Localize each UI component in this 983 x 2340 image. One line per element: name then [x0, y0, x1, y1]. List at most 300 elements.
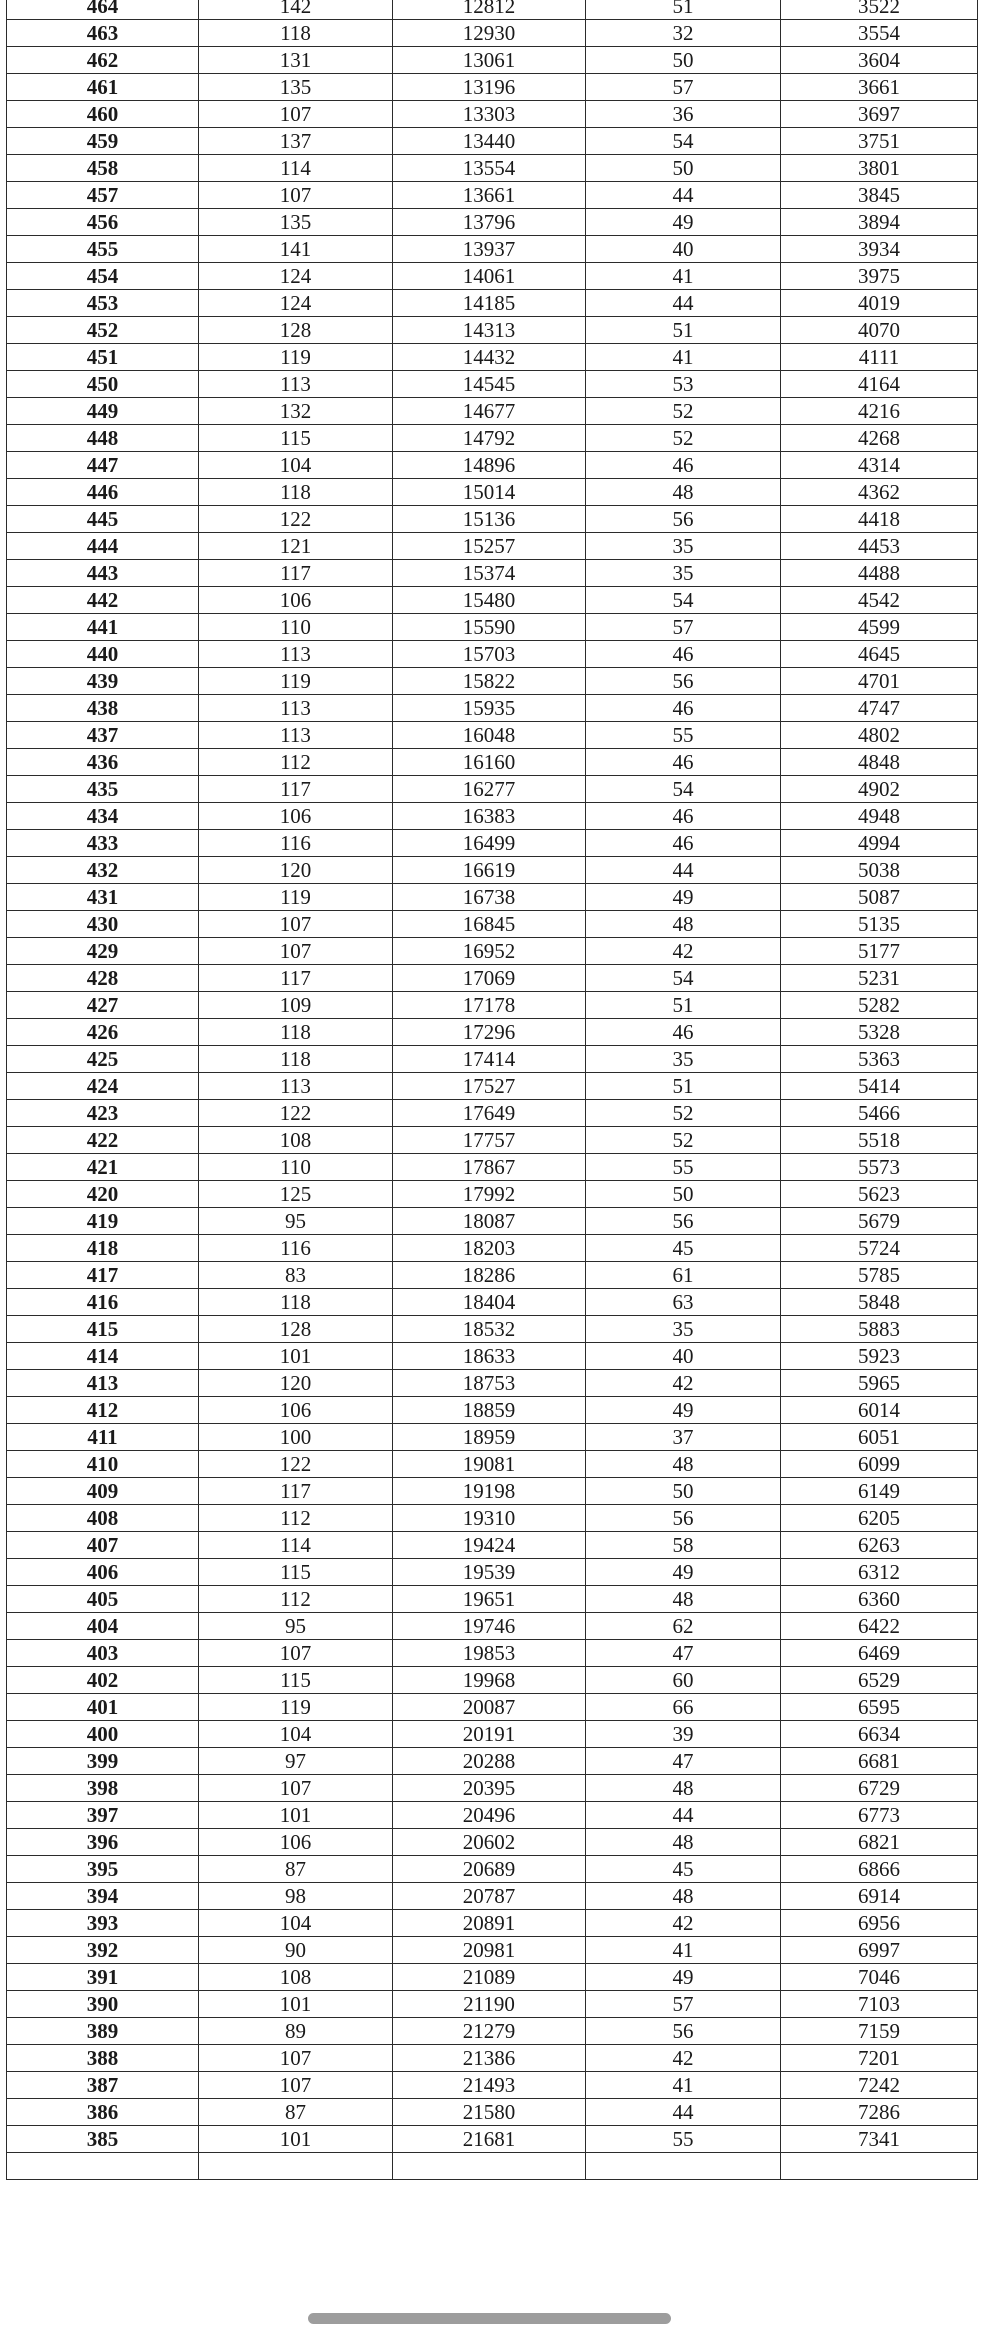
- cumulative-b-cell: 4902: [781, 776, 978, 803]
- cumulative-cell: 18753: [393, 1370, 586, 1397]
- count-cell: 122: [199, 506, 393, 533]
- table-row: [7, 992, 978, 1019]
- cumulative-cell: 13196: [393, 74, 586, 101]
- count-b-cell: 49: [586, 1559, 781, 1586]
- score-cell: 460: [7, 101, 199, 128]
- score-cell: 394: [7, 1883, 199, 1910]
- count-b-cell: 57: [586, 1991, 781, 2018]
- count-cell: 95: [199, 1613, 393, 1640]
- cumulative-b-cell: 5623: [781, 1181, 978, 1208]
- cumulative-cell: 18286: [393, 1262, 586, 1289]
- count-cell: 95: [199, 1208, 393, 1235]
- table-row: [7, 1127, 978, 1154]
- score-cell: 455: [7, 236, 199, 263]
- count-b-cell: 46: [586, 1019, 781, 1046]
- cumulative-cell: 18203: [393, 1235, 586, 1262]
- score-cell: 389: [7, 2018, 199, 2045]
- table-row: [7, 857, 978, 884]
- table-row: [7, 1613, 978, 1640]
- score-cell: 397: [7, 1802, 199, 1829]
- count-cell: 114: [199, 155, 393, 182]
- score-cell: 416: [7, 1289, 199, 1316]
- count-b-cell: 35: [586, 560, 781, 587]
- count-cell: 113: [199, 695, 393, 722]
- score-cell: 405: [7, 1586, 199, 1613]
- cumulative-b-cell: 5724: [781, 1235, 978, 1262]
- cumulative-b-cell: 4362: [781, 479, 978, 506]
- score-cell: 453: [7, 290, 199, 317]
- count-b-cell: 45: [586, 1235, 781, 1262]
- count-b-cell: 54: [586, 128, 781, 155]
- table-row: [7, 1235, 978, 1262]
- count-b-cell: 42: [586, 2045, 781, 2072]
- cumulative-cell: 20891: [393, 1910, 586, 1937]
- score-cell: 457: [7, 182, 199, 209]
- table-row: [7, 425, 978, 452]
- cumulative-cell: 13303: [393, 101, 586, 128]
- count-b-cell: 39: [586, 1721, 781, 1748]
- cumulative-b-cell: 6914: [781, 1883, 978, 1910]
- cumulative-b-cell: 5785: [781, 1262, 978, 1289]
- cumulative-b-cell: 5466: [781, 1100, 978, 1127]
- table-row: [7, 614, 978, 641]
- cumulative-cell: 18087: [393, 1208, 586, 1235]
- cumulative-b-cell: 5328: [781, 1019, 978, 1046]
- table-row: [7, 1883, 978, 1910]
- table-row: [7, 1910, 978, 1937]
- score-cell: 426: [7, 1019, 199, 1046]
- scroll-indicator[interactable]: [308, 2313, 671, 2324]
- count-cell: 119: [199, 1694, 393, 1721]
- score-cell: 452: [7, 317, 199, 344]
- cumulative-cell: 21190: [393, 1991, 586, 2018]
- cumulative-b-cell: 4599: [781, 614, 978, 641]
- cumulative-cell: 16048: [393, 722, 586, 749]
- cumulative-b-cell: 4645: [781, 641, 978, 668]
- table-row: [7, 1748, 978, 1775]
- count-b-cell: 46: [586, 452, 781, 479]
- count-b-cell: 48: [586, 479, 781, 506]
- cumulative-cell: 14896: [393, 452, 586, 479]
- cumulative-b-cell: 3554: [781, 20, 978, 47]
- count-b-cell: 45: [586, 1856, 781, 1883]
- score-cell: 387: [7, 2072, 199, 2099]
- cumulative-cell: 19746: [393, 1613, 586, 1640]
- table-row: [7, 938, 978, 965]
- count-b-cell: 44: [586, 1802, 781, 1829]
- table-row: [7, 479, 978, 506]
- score-cell: 398: [7, 1775, 199, 1802]
- cumulative-cell: 14677: [393, 398, 586, 425]
- cumulative-cell: 16277: [393, 776, 586, 803]
- cumulative-cell: 21580: [393, 2099, 586, 2126]
- score-cell: 436: [7, 749, 199, 776]
- count-b-cell: 46: [586, 830, 781, 857]
- count-cell: 83: [199, 1262, 393, 1289]
- table-row: [7, 1559, 978, 1586]
- table-row: [7, 587, 978, 614]
- table-row: [7, 2045, 978, 2072]
- count-b-cell: 49: [586, 1964, 781, 1991]
- cumulative-b-cell: 4453: [781, 533, 978, 560]
- count-cell: 107: [199, 2045, 393, 2072]
- count-cell: 135: [199, 74, 393, 101]
- count-cell: 104: [199, 452, 393, 479]
- count-cell: 98: [199, 1883, 393, 1910]
- score-table-sheet[interactable]: [6, 0, 977, 2180]
- cumulative-cell: 17069: [393, 965, 586, 992]
- count-cell: 89: [199, 2018, 393, 2045]
- count-cell: 112: [199, 1505, 393, 1532]
- count-cell: 87: [199, 1856, 393, 1883]
- count-cell: 107: [199, 101, 393, 128]
- count-b-cell: 50: [586, 1181, 781, 1208]
- score-cell: 444: [7, 533, 199, 560]
- score-cell: 439: [7, 668, 199, 695]
- table-row: [7, 1451, 978, 1478]
- cumulative-cell: 21279: [393, 2018, 586, 2045]
- cumulative-cell: 14061: [393, 263, 586, 290]
- count-b-cell: 41: [586, 1937, 781, 1964]
- cumulative-b-cell: 7159: [781, 2018, 978, 2045]
- score-cell: 396: [7, 1829, 199, 1856]
- score-cell: 409: [7, 1478, 199, 1505]
- cumulative-b-cell: 5518: [781, 1127, 978, 1154]
- cumulative-cell: 20087: [393, 1694, 586, 1721]
- count-b-cell: 52: [586, 398, 781, 425]
- cumulative-cell: 14432: [393, 344, 586, 371]
- table-row: [7, 1856, 978, 1883]
- table-row: [7, 1343, 978, 1370]
- count-cell: 119: [199, 884, 393, 911]
- count-b-cell: 55: [586, 722, 781, 749]
- cumulative-b-cell: 6051: [781, 1424, 978, 1451]
- table-row: [7, 1316, 978, 1343]
- count-b-cell: 56: [586, 1505, 781, 1532]
- cumulative-cell: 15822: [393, 668, 586, 695]
- score-cell: 421: [7, 1154, 199, 1181]
- score-cell: 415: [7, 1316, 199, 1343]
- cumulative-cell: 21386: [393, 2045, 586, 2072]
- count-cell: 119: [199, 668, 393, 695]
- cumulative-b-cell: [781, 2153, 978, 2180]
- table-row: [7, 1640, 978, 1667]
- cumulative-b-cell: 4164: [781, 371, 978, 398]
- count-cell: 115: [199, 1559, 393, 1586]
- count-b-cell: 47: [586, 1748, 781, 1775]
- table-row: [7, 1586, 978, 1613]
- count-b-cell: 53: [586, 371, 781, 398]
- cumulative-b-cell: 4701: [781, 668, 978, 695]
- table-row: [7, 1073, 978, 1100]
- count-cell: 108: [199, 1964, 393, 1991]
- count-b-cell: 46: [586, 641, 781, 668]
- count-cell: 101: [199, 2126, 393, 2153]
- count-b-cell: 35: [586, 1046, 781, 1073]
- cumulative-b-cell: 6956: [781, 1910, 978, 1937]
- cumulative-cell: 18633: [393, 1343, 586, 1370]
- cumulative-cell: 20602: [393, 1829, 586, 1856]
- score-cell: 386: [7, 2099, 199, 2126]
- cumulative-b-cell: 7242: [781, 2072, 978, 2099]
- count-cell: 109: [199, 992, 393, 1019]
- cumulative-cell: 20288: [393, 1748, 586, 1775]
- table-row: [7, 371, 978, 398]
- score-cell: 410: [7, 1451, 199, 1478]
- cumulative-b-cell: 6866: [781, 1856, 978, 1883]
- count-cell: 124: [199, 263, 393, 290]
- table-row: [7, 1991, 978, 2018]
- cumulative-b-cell: 5679: [781, 1208, 978, 1235]
- table-row: [7, 830, 978, 857]
- cumulative-b-cell: 4542: [781, 587, 978, 614]
- count-cell: 117: [199, 1478, 393, 1505]
- cumulative-cell: 20395: [393, 1775, 586, 1802]
- count-b-cell: 55: [586, 2126, 781, 2153]
- count-b-cell: [586, 2153, 781, 2180]
- cumulative-cell: 16160: [393, 749, 586, 776]
- count-b-cell: 51: [586, 992, 781, 1019]
- cumulative-cell: 21493: [393, 2072, 586, 2099]
- table-row: [7, 803, 978, 830]
- count-cell: 118: [199, 1019, 393, 1046]
- cumulative-cell: 13061: [393, 47, 586, 74]
- cumulative-b-cell: 3801: [781, 155, 978, 182]
- cumulative-b-cell: 6997: [781, 1937, 978, 1964]
- count-b-cell: 44: [586, 2099, 781, 2126]
- count-cell: 128: [199, 1316, 393, 1343]
- count-b-cell: 52: [586, 425, 781, 452]
- count-b-cell: 42: [586, 1370, 781, 1397]
- count-b-cell: 56: [586, 506, 781, 533]
- cumulative-cell: 17992: [393, 1181, 586, 1208]
- cumulative-cell: 15257: [393, 533, 586, 560]
- cumulative-b-cell: 5965: [781, 1370, 978, 1397]
- table-row: [7, 1505, 978, 1532]
- count-b-cell: 57: [586, 74, 781, 101]
- score-cell: 391: [7, 1964, 199, 1991]
- table-row: [7, 344, 978, 371]
- cumulative-cell: 15935: [393, 695, 586, 722]
- table-row: [7, 47, 978, 74]
- count-cell: 106: [199, 803, 393, 830]
- cumulative-b-cell: 3604: [781, 47, 978, 74]
- count-cell: 135: [199, 209, 393, 236]
- cumulative-cell: 18404: [393, 1289, 586, 1316]
- table-row: [7, 965, 978, 992]
- cumulative-b-cell: 5573: [781, 1154, 978, 1181]
- count-b-cell: 36: [586, 101, 781, 128]
- table-row: [7, 1154, 978, 1181]
- count-b-cell: 41: [586, 2072, 781, 2099]
- count-cell: 115: [199, 1667, 393, 1694]
- cumulative-b-cell: 6205: [781, 1505, 978, 1532]
- cumulative-cell: 13661: [393, 182, 586, 209]
- count-b-cell: 40: [586, 1343, 781, 1370]
- count-b-cell: 50: [586, 47, 781, 74]
- count-cell: 112: [199, 1586, 393, 1613]
- table-row: [7, 1667, 978, 1694]
- count-b-cell: 63: [586, 1289, 781, 1316]
- count-cell: 87: [199, 2099, 393, 2126]
- table-row: [7, 74, 978, 101]
- cumulative-b-cell: 3522: [781, 0, 978, 20]
- cumulative-cell: 19968: [393, 1667, 586, 1694]
- count-cell: 117: [199, 560, 393, 587]
- cumulative-b-cell: 4488: [781, 560, 978, 587]
- cumulative-b-cell: 4802: [781, 722, 978, 749]
- cumulative-b-cell: 5177: [781, 938, 978, 965]
- table-row: [7, 1694, 978, 1721]
- cumulative-b-cell: 4418: [781, 506, 978, 533]
- score-cell: 456: [7, 209, 199, 236]
- count-cell: 112: [199, 749, 393, 776]
- count-cell: 142: [199, 0, 393, 20]
- count-cell: 118: [199, 479, 393, 506]
- count-cell: 106: [199, 1397, 393, 1424]
- cumulative-cell: 15014: [393, 479, 586, 506]
- cumulative-b-cell: 6595: [781, 1694, 978, 1721]
- count-cell: 110: [199, 614, 393, 641]
- cumulative-cell: 12930: [393, 20, 586, 47]
- count-cell: 113: [199, 722, 393, 749]
- cumulative-cell: 15703: [393, 641, 586, 668]
- table-row: [7, 1100, 978, 1127]
- cumulative-cell: 20981: [393, 1937, 586, 1964]
- cumulative-cell: 19853: [393, 1640, 586, 1667]
- cumulative-b-cell: 5087: [781, 884, 978, 911]
- cumulative-b-cell: 7103: [781, 1991, 978, 2018]
- score-cell: 447: [7, 452, 199, 479]
- score-cell: 445: [7, 506, 199, 533]
- table-row: [7, 2126, 978, 2153]
- table-row: [7, 1262, 978, 1289]
- cumulative-cell: 20191: [393, 1721, 586, 1748]
- cumulative-cell: 17867: [393, 1154, 586, 1181]
- score-cell: 464: [7, 0, 199, 20]
- cumulative-b-cell: 4314: [781, 452, 978, 479]
- count-b-cell: 52: [586, 1127, 781, 1154]
- score-cell: 462: [7, 47, 199, 74]
- cumulative-cell: 20496: [393, 1802, 586, 1829]
- table-row: [7, 1181, 978, 1208]
- count-cell: 119: [199, 344, 393, 371]
- count-b-cell: 37: [586, 1424, 781, 1451]
- cumulative-cell: 16845: [393, 911, 586, 938]
- count-cell: 118: [199, 20, 393, 47]
- score-cell: 437: [7, 722, 199, 749]
- count-cell: 132: [199, 398, 393, 425]
- count-b-cell: 48: [586, 1451, 781, 1478]
- count-cell: 101: [199, 1343, 393, 1370]
- cumulative-cell: 16499: [393, 830, 586, 857]
- count-cell: 113: [199, 1073, 393, 1100]
- cumulative-b-cell: 6149: [781, 1478, 978, 1505]
- cumulative-b-cell: 6773: [781, 1802, 978, 1829]
- count-b-cell: 48: [586, 1829, 781, 1856]
- cumulative-b-cell: 6312: [781, 1559, 978, 1586]
- table-row: [7, 155, 978, 182]
- cumulative-cell: 21681: [393, 2126, 586, 2153]
- table-row: [7, 1802, 978, 1829]
- count-cell: 118: [199, 1046, 393, 1073]
- score-cell: 431: [7, 884, 199, 911]
- count-b-cell: 54: [586, 587, 781, 614]
- cumulative-cell: 15590: [393, 614, 586, 641]
- table-row: [7, 182, 978, 209]
- cumulative-cell: 16738: [393, 884, 586, 911]
- count-cell: 120: [199, 857, 393, 884]
- cumulative-cell: 14545: [393, 371, 586, 398]
- count-b-cell: 44: [586, 290, 781, 317]
- table-row: [7, 263, 978, 290]
- cumulative-b-cell: 6099: [781, 1451, 978, 1478]
- score-cell: 422: [7, 1127, 199, 1154]
- cumulative-cell: 17414: [393, 1046, 586, 1073]
- cumulative-b-cell: 6529: [781, 1667, 978, 1694]
- cumulative-b-cell: 5848: [781, 1289, 978, 1316]
- table-row: [7, 1937, 978, 1964]
- table-row: [7, 749, 978, 776]
- count-cell: 122: [199, 1100, 393, 1127]
- count-cell: 113: [199, 371, 393, 398]
- cumulative-b-cell: 5883: [781, 1316, 978, 1343]
- score-cell: 406: [7, 1559, 199, 1586]
- table-row: [7, 1721, 978, 1748]
- table-row: [7, 2072, 978, 2099]
- table-row: [7, 1046, 978, 1073]
- count-cell: 107: [199, 1775, 393, 1802]
- table-row: [7, 1532, 978, 1559]
- table-row: [7, 1478, 978, 1505]
- table-row: [7, 2018, 978, 2045]
- cumulative-b-cell: 3661: [781, 74, 978, 101]
- cumulative-cell: 17296: [393, 1019, 586, 1046]
- table-row: [7, 560, 978, 587]
- table-row: [7, 1775, 978, 1802]
- cumulative-cell: 20787: [393, 1883, 586, 1910]
- count-b-cell: 41: [586, 344, 781, 371]
- score-cell: 402: [7, 1667, 199, 1694]
- count-b-cell: 52: [586, 1100, 781, 1127]
- count-cell: 118: [199, 1289, 393, 1316]
- score-cell: 463: [7, 20, 199, 47]
- cumulative-cell: 15374: [393, 560, 586, 587]
- score-cell: 430: [7, 911, 199, 938]
- count-cell: 107: [199, 182, 393, 209]
- cumulative-cell: 15480: [393, 587, 586, 614]
- cumulative-b-cell: 6014: [781, 1397, 978, 1424]
- cumulative-b-cell: 5923: [781, 1343, 978, 1370]
- score-cell: 450: [7, 371, 199, 398]
- cumulative-cell: 15136: [393, 506, 586, 533]
- cumulative-b-cell: 4216: [781, 398, 978, 425]
- score-cell: 393: [7, 1910, 199, 1937]
- score-cell: 433: [7, 830, 199, 857]
- score-cell: 419: [7, 1208, 199, 1235]
- cumulative-b-cell: 6729: [781, 1775, 978, 1802]
- count-cell: 108: [199, 1127, 393, 1154]
- count-b-cell: 66: [586, 1694, 781, 1721]
- cumulative-b-cell: 6821: [781, 1829, 978, 1856]
- count-b-cell: 42: [586, 1910, 781, 1937]
- score-cell: 423: [7, 1100, 199, 1127]
- count-b-cell: 35: [586, 1316, 781, 1343]
- cumulative-cell: 18532: [393, 1316, 586, 1343]
- count-cell: 141: [199, 236, 393, 263]
- score-cell: 385: [7, 2126, 199, 2153]
- score-cell: 438: [7, 695, 199, 722]
